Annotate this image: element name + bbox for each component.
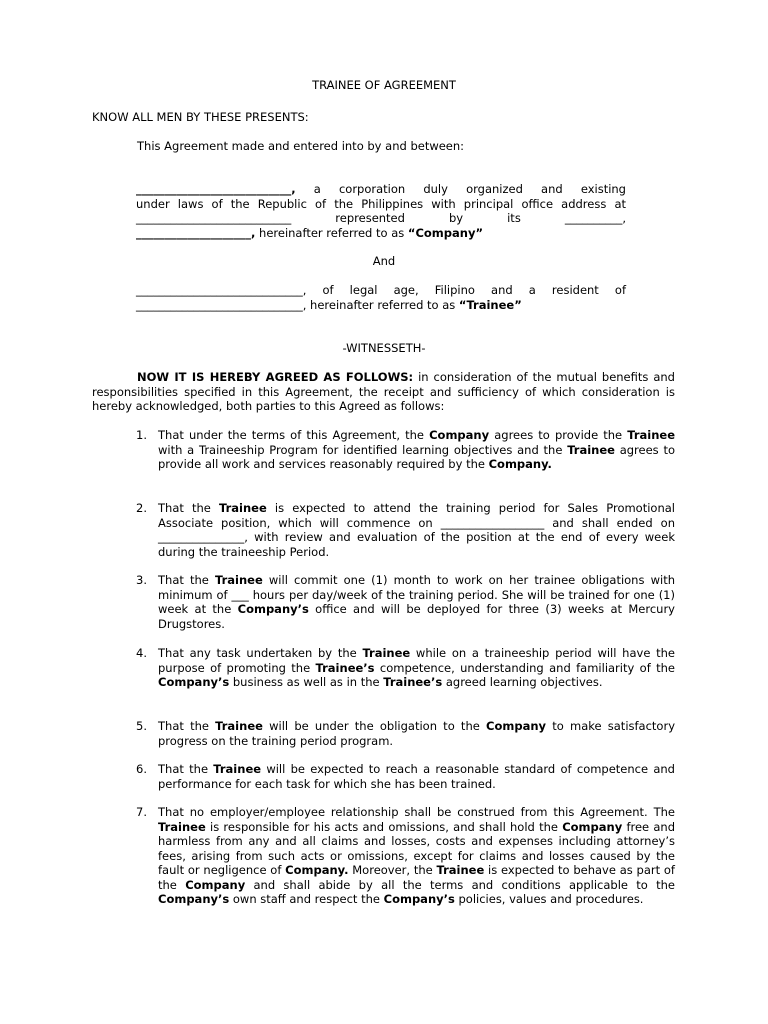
clause-number: 7.	[136, 805, 147, 819]
trainee-name-blank: _____________________________,	[136, 283, 307, 297]
preamble-text: in consideration of the mutual benefits and responsibilities specified in this Agreement, the receipt and sufficiency of which consideration is hereby acknowledged, both parties to this Agreed as follows:	[92, 370, 675, 413]
clause-item	[136, 428, 675, 472]
intro-line: This Agreement made and entered into by and between:	[137, 139, 465, 153]
clause-item	[136, 501, 675, 559]
preamble-lead: NOW IT IS HEREBY AGREED AS FOLLOWS:	[137, 370, 414, 384]
party-company-block	[136, 182, 626, 240]
party-company-line-2: under laws of the Republic of the Philippines with principal office address at	[136, 196, 626, 211]
party-trainee-line-2: _____________________________, hereinafter referred to as “Trainee”	[136, 297, 522, 312]
clause-text: That the Trainee will be expected to reach a reasonable standard of competence and performance for each task for which she has been trained.	[158, 762, 675, 791]
trainee-defined-term: “Trainee”	[458, 297, 522, 312]
clause-item	[136, 762, 675, 791]
company-name-blank: ___________________________,	[136, 182, 296, 196]
preamble-paragraph	[92, 370, 675, 414]
clause-text: That any task undertaken by the Trainee while on a traineeship period will have the purpose of promoting the Trainee’s competence, understanding and familiarity of the Company’s business as well as in the Trainee’s agreed learning objectives.	[158, 646, 676, 689]
clause-text: That no employer/employee relationship shall be construed from this Agreement. The Trainee is responsible for his acts and omissions, and shall hold the Company free and harmless from any and all claims and losses, costs and expenses including attorney’s fees, arising from such acts or omissions, except for claims and losses caused by the fault or negligence of Company. Moreover, the Trainee is expected to behave as part of the Company and shall abide by all the terms and conditions applicable to the Company’s own staff and respect the Company’s policies, values and procedures.	[158, 805, 675, 906]
clause-text: That the Trainee will be under the obligation to the Company to make satisfactory progress on the training period program.	[158, 719, 676, 748]
clause-text: That the Trainee is expected to attend the training period for Sales Promotional Associate position, which will commence on __________________ and shall ended on _______________, with review and evaluation of the position at the end of every week during the traineeship Period.	[158, 501, 675, 559]
company-defined-term: “Company”	[407, 225, 484, 240]
clause-item	[136, 646, 675, 690]
clause-number: 6.	[136, 762, 147, 776]
party-company-line-4: ____________________, hereinafter referred to as “Company”	[136, 225, 484, 240]
clause-item	[136, 719, 675, 748]
party-company-line-3: ___________________________ represented by its __________,	[136, 211, 626, 225]
party-trainee-line-1: _____________________________, of legal age, Filipino and a resident of	[136, 283, 626, 297]
clause-item	[136, 573, 675, 631]
representative-blank: ____________________,	[136, 225, 256, 240]
know-all-heading: KNOW ALL MEN BY THESE PRESENTS:	[92, 110, 309, 124]
party-company-line-1: ___________________________, a corporation duly organized and existing	[136, 182, 626, 196]
clause-number: 1.	[136, 428, 147, 442]
clause-number: 3.	[136, 573, 147, 587]
clause-text: That the Trainee will commit one (1) month to work on her trainee obligations with minimum of ___ hours per day/week of the training period. She will be trained for one (1) week at the Company’s office and will be deployed for three (3) weeks at Mercury Drugstores.	[158, 573, 675, 631]
document-title: TRAINEE OF AGREEMENT	[312, 78, 456, 92]
clause-number: 4.	[136, 646, 147, 660]
party-trainee-block	[136, 283, 626, 312]
clause-number: 2.	[136, 501, 147, 515]
trainee-address-blank: _____________________________	[136, 297, 303, 312]
witnesseth-heading: -WITNESSETH-	[342, 341, 426, 355]
clause-text: That under the terms of this Agreement, the Company agrees to provide the Trainee with a Traineeship Program for identified learning objectives and the Trainee agrees to provide all work and services reasonably required by the Company.	[158, 428, 675, 471]
and-separator: And	[372, 254, 396, 268]
clause-item	[136, 805, 675, 907]
clause-number: 5.	[136, 719, 147, 733]
address-blank: ___________________________	[136, 211, 292, 225]
